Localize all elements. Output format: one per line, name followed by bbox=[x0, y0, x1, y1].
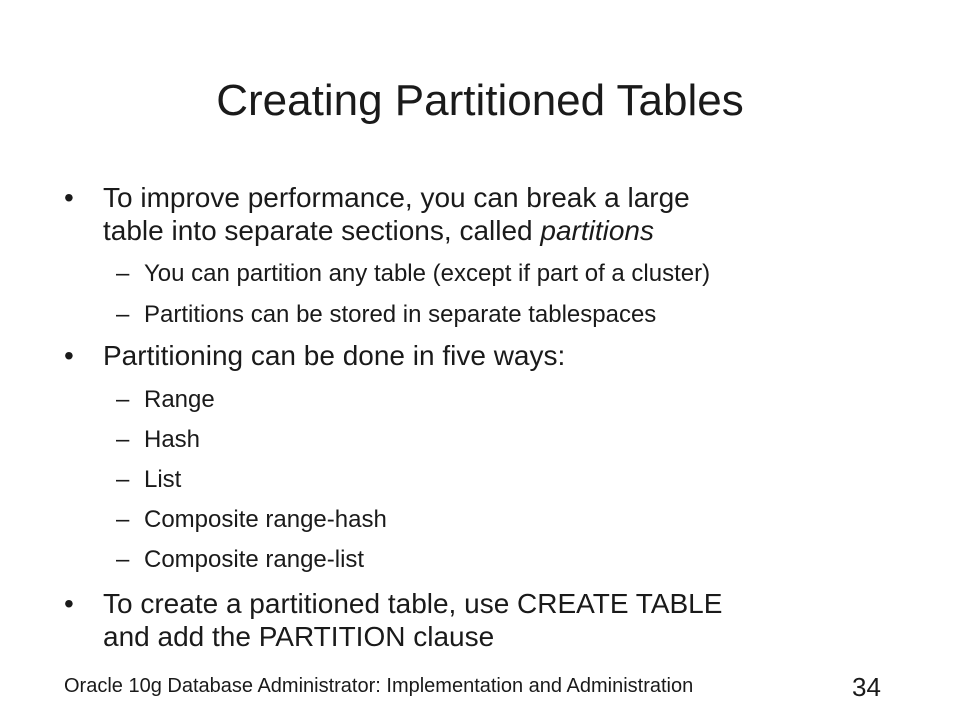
dash-marker: – bbox=[116, 426, 130, 453]
sub-bullet-text: Composite range-hash bbox=[144, 506, 387, 533]
bullet-line-2: and add the PARTITION clause bbox=[103, 621, 495, 652]
dash-marker: – bbox=[116, 260, 130, 287]
dash-marker: – bbox=[116, 546, 130, 573]
sub-bullet-text: You can partition any table (except if part of a cluster) bbox=[144, 260, 711, 287]
sub-bullet-cluster bbox=[116, 259, 906, 289]
bullet-five-ways bbox=[64, 339, 894, 372]
bullet-text: Partitioning can be done in five ways: bbox=[103, 340, 566, 371]
sub-bullet-text: Hash bbox=[144, 426, 201, 453]
emphasis-partitions: partitions bbox=[540, 215, 655, 246]
sub-bullet-composite-list bbox=[116, 545, 906, 575]
bullet-line-1: To improve performance, you can break a large bbox=[103, 182, 690, 213]
bullet-text bbox=[64, 181, 894, 247]
bullet-marker: • bbox=[64, 182, 74, 213]
page-number: 34 bbox=[852, 672, 881, 702]
dash-marker: – bbox=[116, 506, 130, 533]
bullet-line-2: table into separate sections, called bbox=[103, 215, 541, 246]
slide-title: Creating Partitioned Tables bbox=[216, 76, 744, 125]
bullet-line-1: To create a partitioned table, use CREATE TABLE bbox=[103, 588, 723, 619]
sub-bullet-text: Composite range-list bbox=[144, 546, 365, 573]
sub-bullet-range bbox=[116, 385, 906, 415]
bullet-create-table bbox=[64, 587, 894, 653]
footer-course-title: Oracle 10g Database Administrator: Implementation and Administration bbox=[64, 675, 694, 697]
bullet-marker: • bbox=[64, 588, 74, 619]
bullet-text bbox=[64, 587, 894, 653]
sub-bullet-composite-hash bbox=[116, 505, 906, 535]
dash-marker: – bbox=[116, 466, 130, 493]
sub-bullet-hash bbox=[116, 425, 906, 455]
sub-bullet-list bbox=[116, 465, 906, 495]
sub-bullet-tablespaces bbox=[116, 300, 906, 330]
bullet-marker: • bbox=[64, 340, 74, 371]
sub-bullet-text: Partitions can be stored in separate tablespaces bbox=[144, 301, 657, 328]
dash-marker: – bbox=[116, 386, 130, 413]
sub-bullet-text: Range bbox=[144, 386, 215, 413]
bullet-performance bbox=[64, 181, 894, 247]
sub-bullet-text: List bbox=[144, 466, 182, 493]
dash-marker: – bbox=[116, 301, 130, 328]
